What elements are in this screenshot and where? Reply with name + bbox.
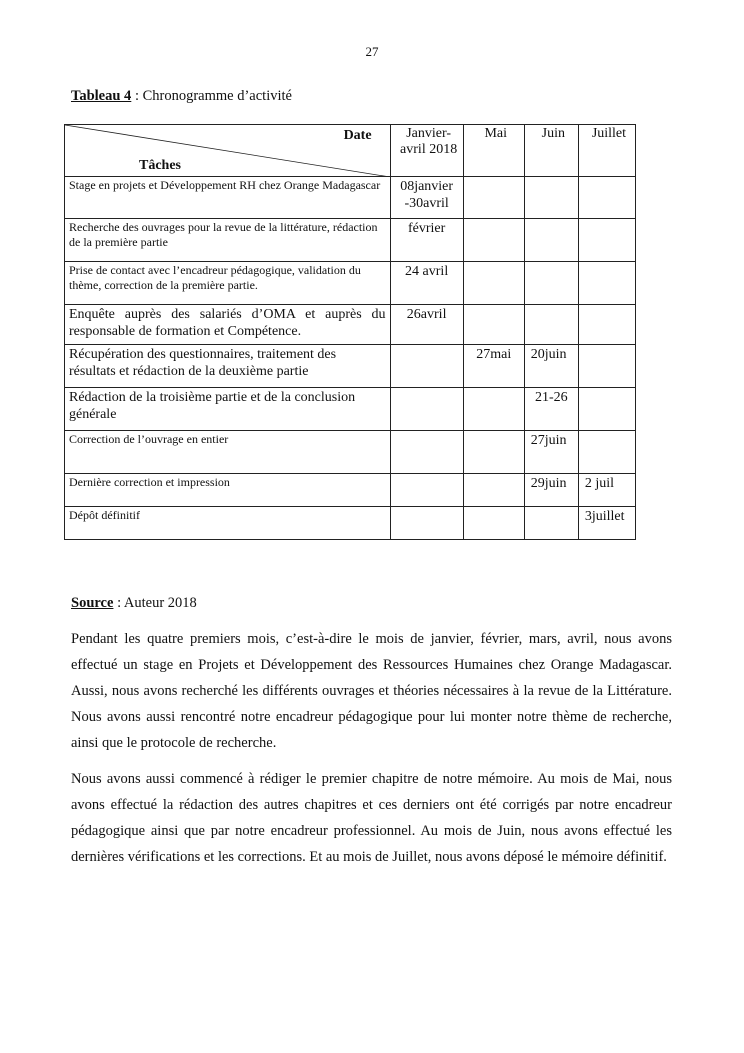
page-number: 27: [365, 44, 379, 59]
cell-juillet: [578, 388, 635, 431]
cell-mai: [463, 431, 524, 474]
task-cell: Enquête auprès des salariés d’OMA et auprès du responsable de formation et Compétence.: [65, 305, 391, 345]
cell-juin: 29juin: [524, 474, 578, 507]
cell-juillet: [578, 177, 635, 219]
cell-jan-avr: [390, 474, 463, 507]
chronogram-table: [64, 124, 636, 540]
cell-juin: [524, 507, 578, 540]
cell-juillet: [578, 431, 635, 474]
header-month-mai: Mai: [463, 125, 524, 177]
source-note: [71, 595, 197, 612]
cell-juin: [524, 305, 578, 345]
task-cell: Stage en projets et Développement RH chez Orange Madagascar: [65, 177, 391, 219]
cell-jan-avr: 26avril: [390, 305, 463, 345]
table-header-row: [65, 125, 636, 177]
body-paragraph: Nous avons aussi commencé à rédiger le premier chapitre de notre mémoire. Au mois de Mai, nous avons effectué la rédaction des autres chapitres et ces derniers ont été corrigés par notre encadreur pédagogique ainsi que par notre encadreur professionnel. Au mois de Juin, nous avons effectué les dernières vérifications et les corrections. Et au mois de Juillet, nous avons déposé le mémoire définitif.: [71, 771, 672, 865]
cell-juillet: [578, 219, 635, 262]
cell-jan-avr: [390, 388, 463, 431]
task-cell: Recherche des ouvrages pour la revue de la littérature, rédaction de la première partie: [65, 219, 391, 262]
source-text: : Auteur 2018: [113, 595, 197, 611]
cell-mai: [463, 219, 524, 262]
cell-jan-avr: [390, 507, 463, 540]
cell-juillet: [578, 345, 635, 388]
cell-juillet: [578, 262, 635, 305]
cell-jan-avr: [390, 345, 463, 388]
table-row: [65, 345, 636, 388]
cell-mai: [463, 388, 524, 431]
table-row: [65, 177, 636, 219]
cell-mai: [463, 474, 524, 507]
table-row: [65, 305, 636, 345]
cell-mai: [463, 177, 524, 219]
cell-juin: [524, 177, 578, 219]
cell-mai: 27mai: [463, 345, 524, 388]
table-row: [65, 388, 636, 431]
header-tasks-label: Tâches: [139, 158, 181, 173]
diagonal-line: [65, 125, 390, 177]
cell-juin: [524, 219, 578, 262]
cell-juin: 21-26: [524, 388, 578, 431]
header-month-juillet: Juillet: [578, 125, 635, 177]
task-cell: Correction de l’ouvrage en entier: [65, 431, 391, 474]
source-label: Source: [71, 595, 114, 611]
cell-jan-avr: 24 avril: [390, 262, 463, 305]
table-row: [65, 219, 636, 262]
task-cell: Dernière correction et impression: [65, 474, 391, 507]
task-cell: Récupération des questionnaires, traitement des résultats et rédaction de la deuxième partie: [65, 345, 391, 388]
table-row: [65, 507, 636, 540]
table-caption: [71, 88, 292, 105]
header-diagonal-cell: [65, 125, 391, 177]
cell-jan-avr: [390, 431, 463, 474]
body-paragraph: Pendant les quatre premiers mois, c’est-à-dire le mois de janvier, février, mars, avril, nous avons effectué un stage en Projets et Développement des Ressources Humaines chez Orange Madagascar. Aussi, nous avons recherché les différents ouvrages et théories nécessaires à la revue de la Littérature. Nous avons aussi rencontré notre encadreur pédagogique pour lui monter notre thème de recherche, ainsi que le protocole de recherche.: [71, 631, 672, 751]
cell-juin: 27juin: [524, 431, 578, 474]
cell-jan-avr: 08janvier -30avril: [390, 177, 463, 219]
caption-text: : Chronogramme d’activité: [131, 88, 292, 104]
table-row: [65, 431, 636, 474]
task-cell: Dépôt définitif: [65, 507, 391, 540]
cell-mai: [463, 262, 524, 305]
cell-juin: 20juin: [524, 345, 578, 388]
caption-label: Tableau 4: [71, 88, 132, 104]
header-month-juin: Juin: [524, 125, 578, 177]
task-cell: Prise de contact avec l’encadreur pédagogique, validation du thème, correction de la première partie.: [65, 262, 391, 305]
cell-juillet: 3juillet: [578, 507, 635, 540]
cell-juillet: 2 juil: [578, 474, 635, 507]
cell-juin: [524, 262, 578, 305]
header-date-label: Date: [343, 128, 372, 143]
cell-jan-avr: février: [390, 219, 463, 262]
header-month-jan-avr: Janvier-avril 2018: [390, 125, 463, 177]
cell-juillet: [578, 305, 635, 345]
table-row: [65, 474, 636, 507]
cell-mai: [463, 507, 524, 540]
task-cell: Rédaction de la troisième partie et de la conclusion générale: [65, 388, 391, 431]
cell-mai: [463, 305, 524, 345]
table-row: [65, 262, 636, 305]
